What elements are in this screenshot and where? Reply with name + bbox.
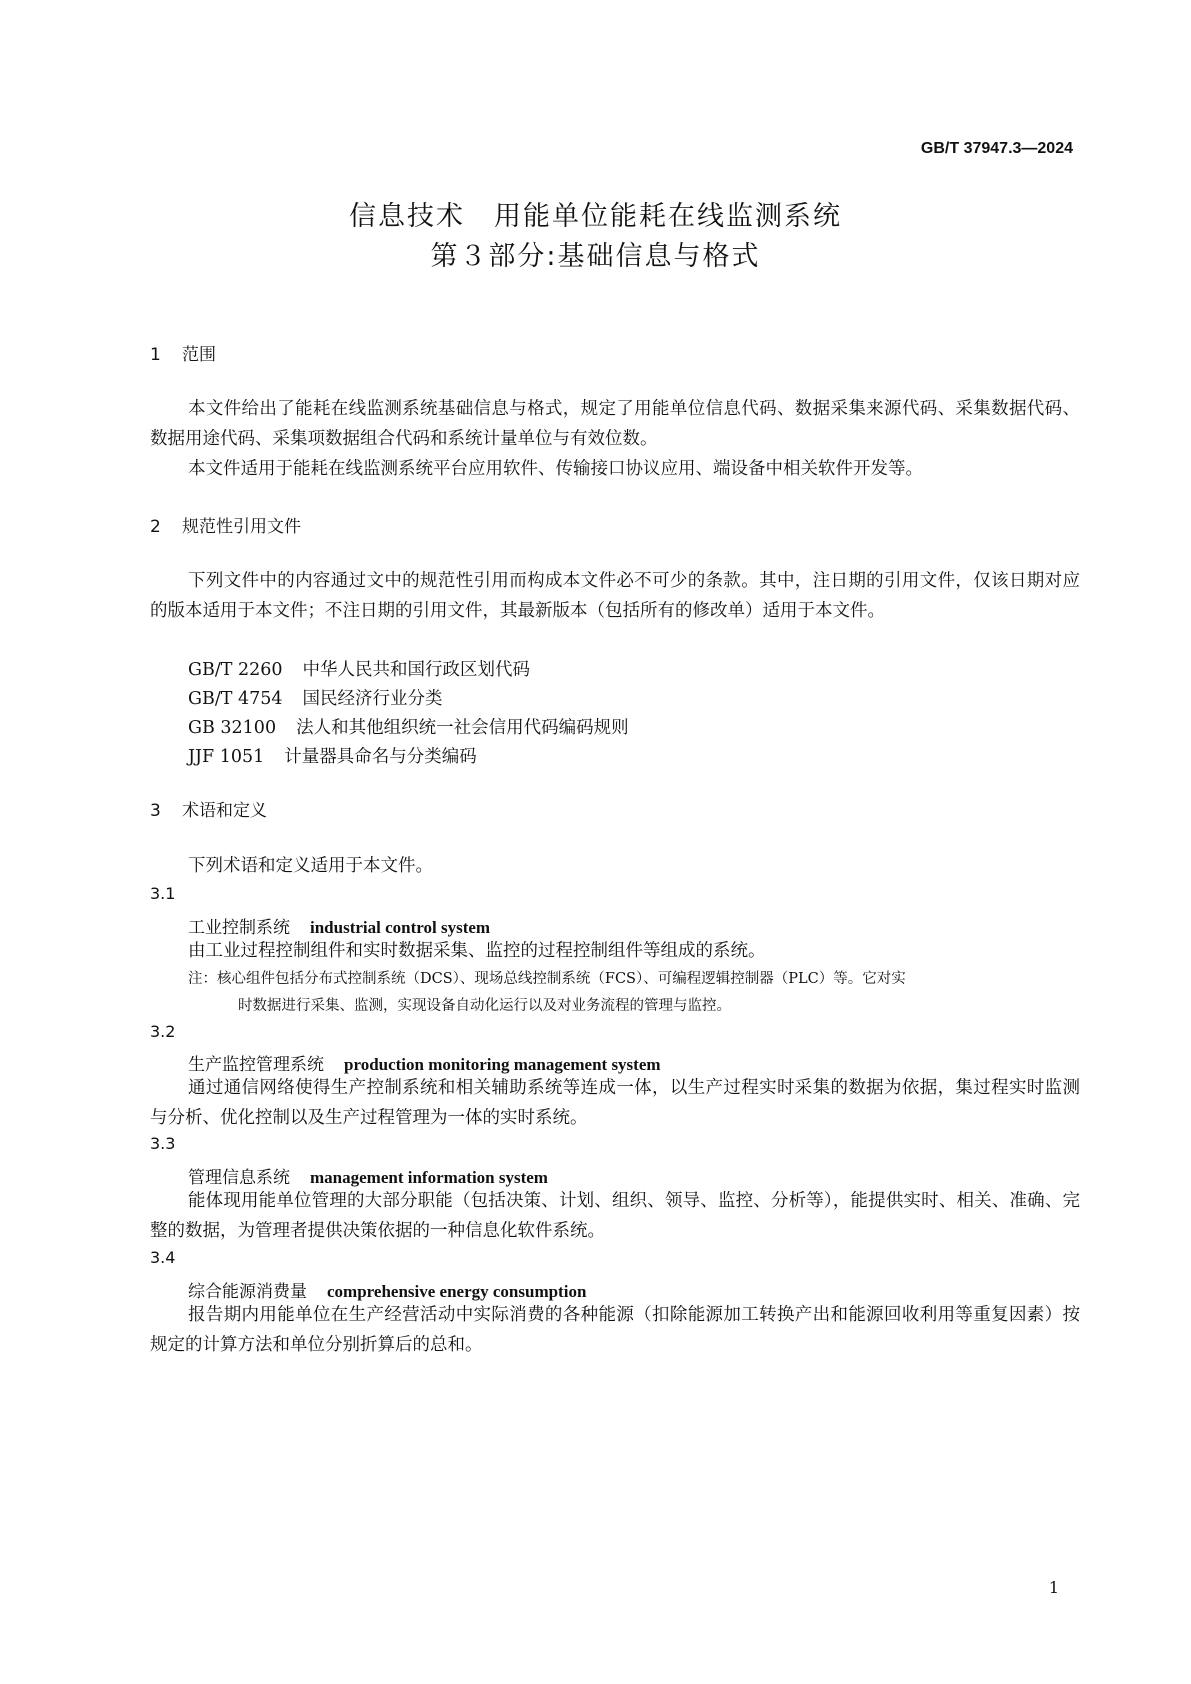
term-english: comprehensive energy consumption [327,1282,587,1301]
reference-item [188,656,530,681]
term-entry [188,1163,548,1188]
clause-number: 3.2 [150,1022,176,1041]
document-title-line2: 第３部分:基础信息与格式 [430,241,761,272]
standard-code: GB/T 37947.3—2024 [920,140,1073,157]
note-text: 时数据进行采集、监测，实现设备自动化运行以及对业务流程的管理与监控。 [238,998,731,1014]
section-title: 规范性引用文件 [182,517,301,537]
section-heading-scope [150,340,216,365]
document-title-line1: 信息技术 用能单位能耗在线监测系统 [349,201,842,232]
term-entry [188,913,490,938]
reference-name: 法人和其他组织统一社会信用代码编码规则 [296,718,629,738]
reference-name: 中华人民共和国行政区划代码 [302,660,531,680]
clause-number: 3.3 [150,1134,176,1153]
term-english: production monitoring management system [344,1055,661,1074]
section-heading-terms-definitions [150,796,267,821]
term-entry [188,1050,661,1075]
section-title: 范围 [182,345,216,365]
paragraph: 下列文件中的内容通过文中的规范性引用而构成本文件必不可少的条款。其中，注日期的引用文件，仅该日期对应的版本适用于本文件；不注日期的引用文件，其最新版本（包括所有的修改单）适用于本文件。 [150,571,1080,621]
term-chinese: 生产监控管理系统 [188,1055,324,1075]
reference-name: 计量器具命名与分类编码 [284,747,477,767]
term-definition: 通过通信网络使得生产控制系统和相关辅助系统等连成一体，以生产过程实时采集的数据为依据，集过程实时监测与分析、优化控制以及生产过程管理为一体的实时系统。 [150,1078,1080,1128]
section-title: 术语和定义 [182,801,267,821]
section-heading-normative-references [150,512,301,537]
term-definition: 报告期内用能单位在生产经营活动中实际消费的各种能源（扣除能源加工转换产出和能源回收利用等重复因素）按规定的计算方法和单位分别折算后的总和。 [150,1305,1080,1355]
reference-item [188,685,443,710]
clause-number: 3.1 [150,884,176,903]
section-number: 2 [150,517,161,537]
term-definition: 由工业过程控制组件和实时数据采集、监控的过程控制组件等组成的系统。 [188,941,766,961]
term-chinese: 管理信息系统 [188,1168,290,1188]
term-chinese: 工业控制系统 [188,918,290,938]
term-english: management information system [310,1168,548,1187]
reference-item [188,743,477,768]
term-entry [188,1277,586,1302]
note-label: 注： [188,971,217,987]
reference-code: GB 32100 [188,718,277,738]
clause-number: 3.4 [150,1248,176,1267]
section-number: 3 [150,801,161,821]
reference-item [188,714,629,739]
reference-code: GB/T 2260 [188,660,283,680]
term-chinese: 综合能源消费量 [188,1282,307,1302]
term-english: industrial control system [310,918,491,937]
reference-code: JJF 1051 [188,747,265,767]
term-definition: 能体现用能单位管理的大部分职能（包括决策、计划、组织、领导、监控、分析等），能提供实时、相关、准确、完整的数据，为管理者提供决策依据的一种信息化软件系统。 [150,1191,1080,1241]
page-number: 1 [1048,1578,1059,1597]
reference-code: GB/T 4754 [188,689,283,709]
note-text: 核心组件包括分布式控制系统（DCS）、现场总线控制系统（FCS）、可编程逻辑控制器（PLC）等。它对实 [217,971,906,987]
paragraph: 下列术语和定义适用于本文件。 [188,856,433,876]
reference-name: 国民经济行业分类 [302,689,443,709]
term-note [188,966,1078,1020]
section-number: 1 [150,345,161,365]
paragraph: 本文件适用于能耗在线监测系统平台应用软件、传输接口协议应用、端设备中相关软件开发等。 [188,459,923,479]
paragraph: 本文件给出了能耗在线监测系统基础信息与格式，规定了用能单位信息代码、数据采集来源代码、采集数据代码、数据用途代码、采集项数据组合代码和系统计量单位与有效位数。 [150,399,1080,449]
